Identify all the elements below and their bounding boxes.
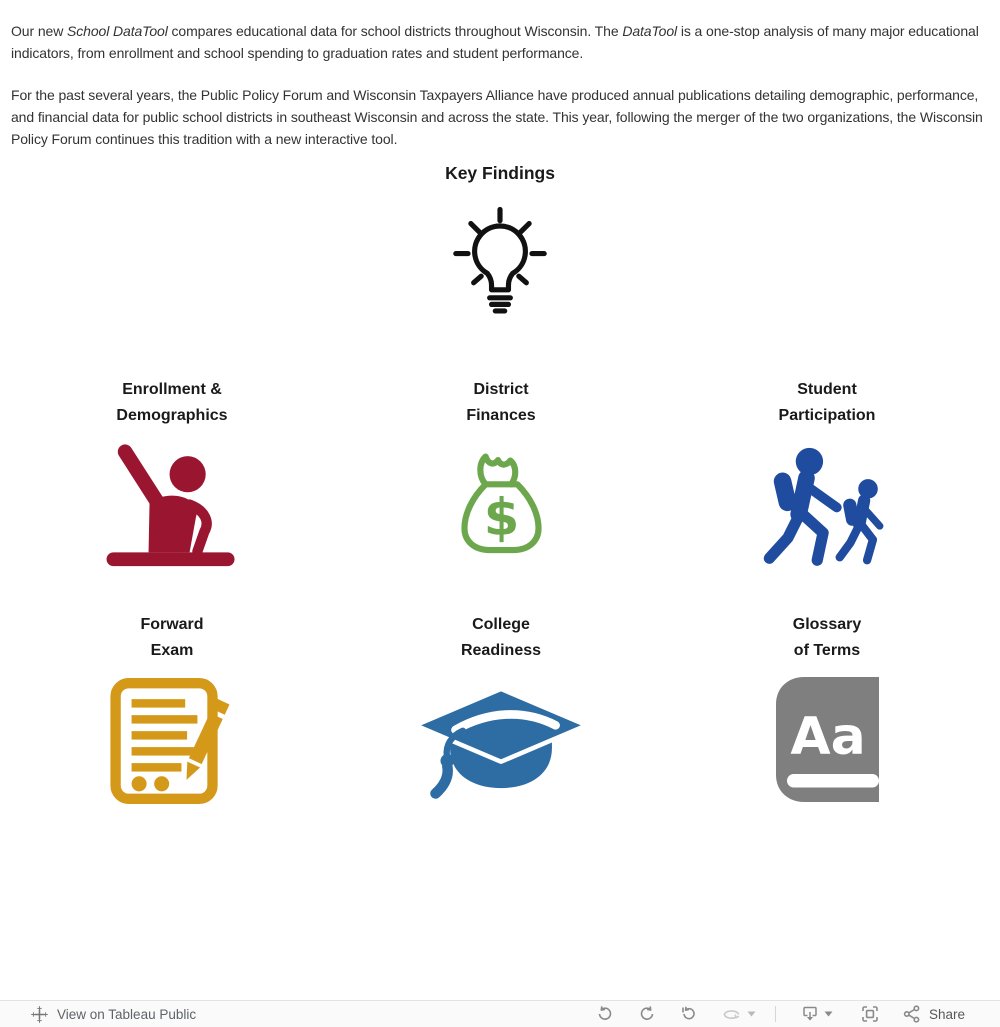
tile-label-line1: College [472,616,530,633]
svg-text:Aa: Aa [789,707,866,767]
tile-label-line1: Glossary [792,616,862,633]
download-button[interactable] [789,1004,824,1024]
graduation-cap-icon [331,677,671,800]
share-label: Share [928,1006,965,1022]
intro-p1-italic-1: School DataTool [67,23,168,39]
refresh-caret-down-icon[interactable] [747,1011,762,1017]
lightbulb-icon [0,206,1000,325]
tableau-toolbar [0,1000,1000,1027]
glossary-book-icon [657,677,997,802]
share-button[interactable] [891,1004,965,1024]
tile-label-line2: Readiness [460,642,542,659]
toolbar-actions [584,1004,965,1024]
intro-p1-text: Our new [11,23,67,39]
intro-p1-text-mid: compares educational data for school districts throughout Wisconsin. The [167,23,623,39]
tile-label-line2: Participation [778,407,876,424]
tile-district-finances[interactable] [331,377,671,569]
key-findings-title: Key Findings [445,163,555,183]
tile-glossary-of-terms[interactable] [657,612,997,802]
refresh-button[interactable] [710,1004,747,1024]
share-icon [902,1004,922,1024]
tile-enrollment-demographics[interactable] [2,377,342,569]
tile-label-line1: Enrollment & [122,381,222,398]
tile-label-line2: of Terms [793,642,861,659]
intro-paragraph-2: For the past several years, the Public Policy Forum and Wisconsin Taxpayers Alliance have produced annual publications detailing demographic, performance, and financial data for public school districts in southeast Wisconsin and across the state. This year, following the merger of the two organizations, the Wisconsin Policy Forum continues this tradition with a new interactive tool. [11,87,983,147]
view-on-tableau-public-label: View on Tableau Public [57,1006,197,1022]
tile-label-line2: Demographics [116,407,228,424]
tile-student-participation[interactable] [657,377,997,569]
tile-college-readiness[interactable] [331,612,671,800]
money-bag-icon [331,442,671,569]
redo-button[interactable] [626,1004,668,1024]
undo-button[interactable] [584,1004,626,1024]
fullscreen-button[interactable] [849,1004,891,1024]
tile-label-line1: Forward [140,616,204,633]
download-caret-down-icon[interactable] [824,1011,839,1017]
view-on-tableau-public-link[interactable] [31,1006,196,1023]
tile-forward-exam[interactable] [2,612,342,805]
tile-label-line2: Exam [150,642,194,659]
tile-label-line1: Student [797,381,857,398]
intro-paragraph-1 [11,20,991,64]
tile-label-line2: Finances [466,407,536,424]
intro-p1-italic-2: DataTool [622,23,678,39]
student-raising-hand-icon [2,442,342,569]
svg-text:$: $ [483,488,519,548]
revert-button[interactable] [668,1004,710,1024]
tile-label-line1: District [473,381,529,398]
walking-students-icon [657,442,997,569]
tableau-logo-icon [31,1006,48,1023]
intro-p1-text-post: is a one-stop analysis of many major educational indicators, from enrollment and school spending to graduation rates and student performance. [11,23,979,61]
toolbar-divider [775,1006,776,1022]
exam-document-pencil-icon [2,677,342,805]
